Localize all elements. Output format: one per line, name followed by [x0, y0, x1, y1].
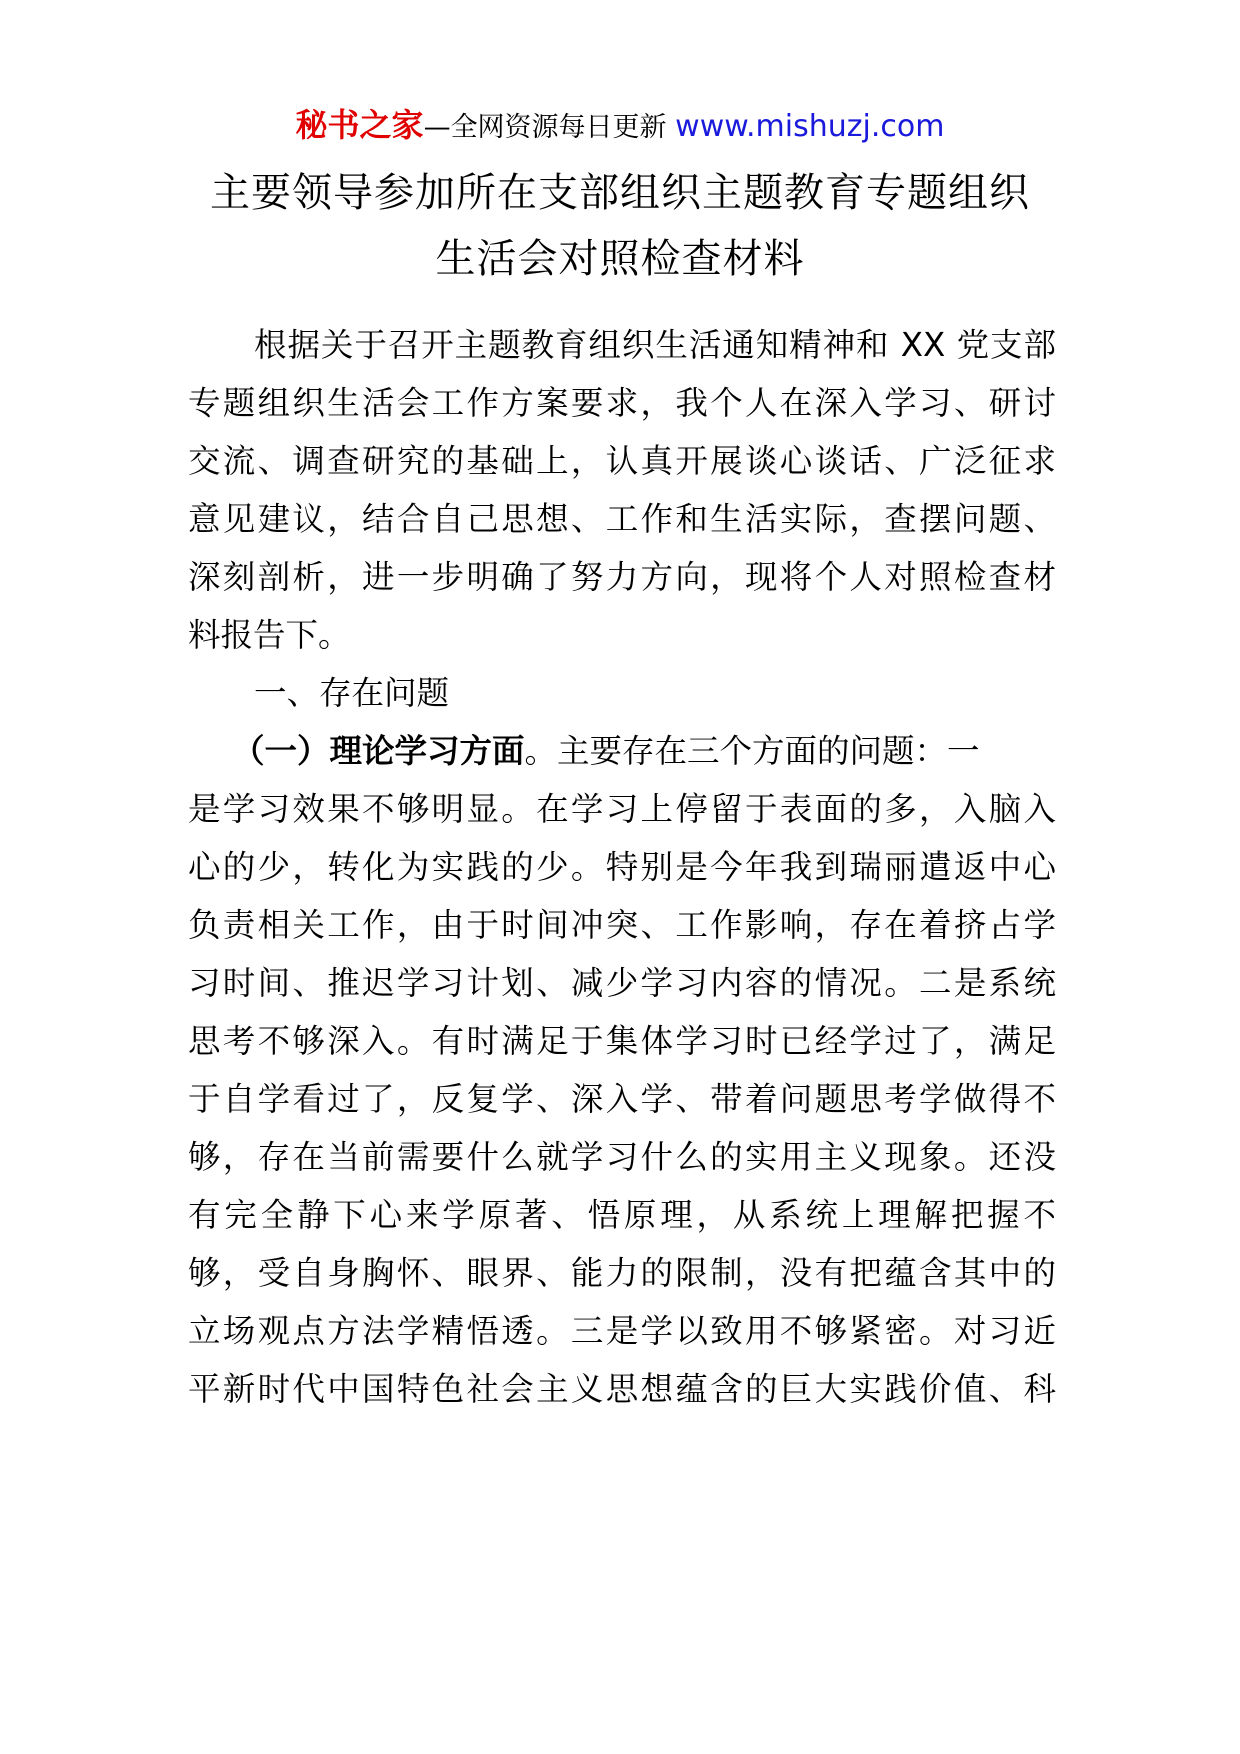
- header-slogan: —全网资源每日更新: [423, 112, 676, 143]
- paragraph2-line: 有完全静下心来学原著、悟原理，从系统上理解把握不: [188, 1196, 1056, 1234]
- subsection-heading: （一）理论学习方面: [232, 732, 525, 770]
- paragraph2-line: 习时间、推迟学习计划、减少学习内容的情况。二是系统: [188, 964, 1056, 1002]
- header-url[interactable]: www.mishuzj.com: [675, 109, 945, 144]
- document-title: [0, 160, 1240, 292]
- paragraph2-line: 是学习效果不够明显。在学习上停留于表面的多，入脑入: [188, 790, 1056, 828]
- paragraph2-line: 够，受自身胸怀、眼界、能力的限制，没有把蕴含其中的: [188, 1254, 1056, 1292]
- paragraph1-line: 专题组织生活会工作方案要求，我个人在深入学习、研讨: [188, 384, 1056, 422]
- paragraph1-line: 意见建议，结合自己思想、工作和生活实际，查摆问题、: [188, 500, 1056, 538]
- paragraph2-first-line-text: 。主要存在三个方面的问题：一: [524, 732, 980, 770]
- paragraph1-line: 交流、调查研究的基础上，认真开展谈心谈话、广泛征求: [188, 442, 1056, 480]
- paragraph2-line: 思考不够深入。有时满足于集体学习时已经学过了，满足: [188, 1022, 1056, 1060]
- site-header: [0, 100, 1240, 150]
- paragraph2-line: 于自学看过了，反复学、深入学、带着问题思考学做得不: [188, 1080, 1056, 1118]
- paragraph1-line: 根据关于召开主题教育组织生活通知精神和 XX 党支部: [254, 326, 1056, 364]
- paragraph2-line: 负责相关工作，由于时间冲突、工作影响，存在着挤占学: [188, 906, 1056, 944]
- brand-name: 秘书之家: [295, 106, 424, 144]
- section-heading: 一、存在问题: [254, 674, 450, 712]
- title-line-1: 主要领导参加所在支部组织主题教育专题组织: [210, 170, 1030, 216]
- title-line-2: 生活会对照检查材料: [435, 236, 805, 282]
- paragraph1-line: 料报告下。: [188, 616, 351, 654]
- paragraph2-first-line: [232, 719, 1056, 783]
- paragraph2-line: 够，存在当前需要什么就学习什么的实用主义现象。还没: [188, 1138, 1056, 1176]
- paragraph2-line: 心的少，转化为实践的少。特别是今年我到瑞丽遣返中心: [188, 848, 1056, 886]
- paragraph1-line: 深刻剖析，进一步明确了努力方向，现将个人对照检查材: [188, 558, 1056, 596]
- paragraph2-line: 立场观点方法学精悟透。三是学以致用不够紧密。对习近: [188, 1312, 1056, 1350]
- paragraph2-line: 平新时代中国特色社会主义思想蕴含的巨大实践价值、科: [188, 1370, 1056, 1408]
